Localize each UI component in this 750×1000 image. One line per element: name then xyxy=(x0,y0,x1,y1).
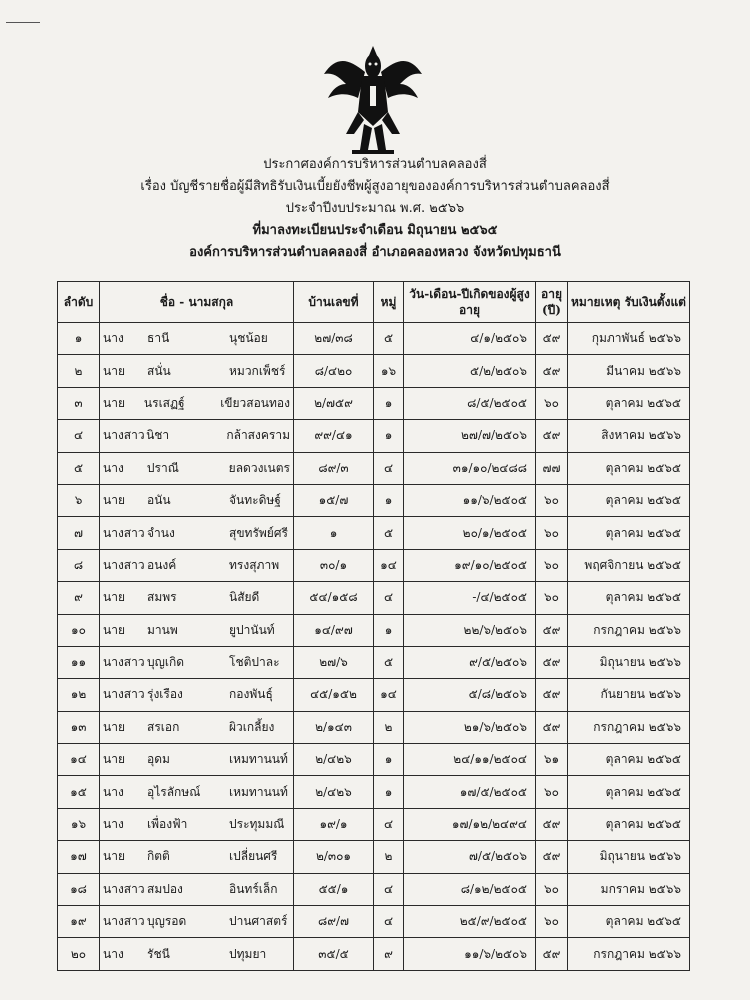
cell-remark: ตุลาคม ๒๕๖๕ xyxy=(568,808,690,840)
cell-name xyxy=(100,484,294,516)
cell-remark: ตุลาคม ๒๕๖๕ xyxy=(568,517,690,549)
last-name: เขียวสอนทอง xyxy=(220,395,290,410)
cell-birth-date: ๘/๕/๒๕๐๕ xyxy=(404,387,536,419)
last-name: ปทุมยา xyxy=(229,946,267,961)
table-row xyxy=(58,808,690,840)
table-row xyxy=(58,323,690,355)
table-row xyxy=(58,582,690,614)
cell-moo: ๕ xyxy=(374,517,404,549)
last-name: เปลี่ยนศรี xyxy=(229,849,278,864)
cell-birth-date: ๑๗/๕/๒๕๐๕ xyxy=(404,776,536,808)
last-name: จันทะดิษฐ์ xyxy=(229,493,281,508)
name-prefix: นางสาว xyxy=(103,557,145,572)
cell-moo: ๑๔ xyxy=(374,549,404,581)
beneficiary-table xyxy=(57,281,690,971)
cell-no: ๔ xyxy=(58,420,100,452)
cell-birth-date: ๘/๑๒/๒๕๐๕ xyxy=(404,873,536,905)
cell-house-number: ๕๕/๑ xyxy=(294,873,374,905)
table-header-row xyxy=(58,282,690,323)
cell-birth-date: ๒๔/๑๑/๒๕๐๔ xyxy=(404,744,536,776)
cell-house-number: ๑๕/๗ xyxy=(294,484,374,516)
document-heading xyxy=(0,154,750,264)
cell-remark: ตุลาคม ๒๕๖๕ xyxy=(568,452,690,484)
cell-birth-date: ๒๕/๙/๒๕๐๕ xyxy=(404,906,536,938)
first-name: สมปอง xyxy=(147,881,183,896)
table-row xyxy=(58,873,690,905)
first-name: นรเสฏฐ์ xyxy=(143,395,185,410)
col-header-age: อายุ (ปี) xyxy=(536,282,568,323)
cell-no: ๑๓ xyxy=(58,711,100,743)
name-prefix: นาง xyxy=(103,331,124,346)
table-row xyxy=(58,484,690,516)
first-name: อนงค์ xyxy=(147,557,177,572)
col-header-no: ลำดับ xyxy=(58,282,100,323)
cell-birth-date: ๒๒/๖/๒๕๐๖ xyxy=(404,614,536,646)
first-name: เพื่องฟ้า xyxy=(147,817,188,832)
cell-house-number: ๒/๗๕๙ xyxy=(294,387,374,419)
cell-name xyxy=(100,906,294,938)
heading-line-4: ที่มาลงทะเบียนประจำเดือน มิถุนายน ๒๕๖๕ xyxy=(252,223,498,238)
table-row xyxy=(58,679,690,711)
last-name: ประทุมมณี xyxy=(229,817,285,832)
cell-house-number: ๙๙/๔๑ xyxy=(294,420,374,452)
cell-age: ๖๐ xyxy=(536,484,568,516)
col-header-moo: หมู่ xyxy=(374,282,404,323)
table-row xyxy=(58,452,690,484)
cell-age: ๖๐ xyxy=(536,517,568,549)
cell-birth-date: -/๔/๒๕๐๕ xyxy=(404,582,536,614)
cell-remark: ตุลาคม ๒๕๖๕ xyxy=(568,582,690,614)
name-prefix: นางสาว xyxy=(103,428,145,443)
cell-moo: ๒ xyxy=(374,711,404,743)
cell-age: ๖๐ xyxy=(536,873,568,905)
cell-house-number: ๓๐/๑ xyxy=(294,549,374,581)
cell-moo: ๑ xyxy=(374,744,404,776)
first-name: รุ่งเรือง xyxy=(147,687,183,702)
cell-birth-date: ๑๗/๑๒/๒๔๙๔ xyxy=(404,808,536,840)
cell-remark: มกราคม ๒๕๖๖ xyxy=(568,873,690,905)
cell-birth-date: ๕/๘/๒๕๐๖ xyxy=(404,679,536,711)
cell-remark: ตุลาคม ๒๕๖๕ xyxy=(568,906,690,938)
name-prefix: นาย xyxy=(103,493,125,508)
cell-no: ๑๗ xyxy=(58,841,100,873)
cell-no: ๖ xyxy=(58,484,100,516)
cell-house-number: ๒๗/๓๘ xyxy=(294,323,374,355)
cell-name xyxy=(100,420,294,452)
cell-name xyxy=(100,387,294,419)
table-row xyxy=(58,938,690,970)
first-name: บุญรอด xyxy=(147,914,187,929)
cell-name xyxy=(100,711,294,743)
cell-name xyxy=(100,873,294,905)
name-prefix: นางสาว xyxy=(103,881,145,896)
cell-no: ๗ xyxy=(58,517,100,549)
first-name: กิตติ xyxy=(147,849,170,864)
last-name: กล้าสงคราม xyxy=(226,428,290,443)
cell-no: ๑๑ xyxy=(58,646,100,678)
last-name: เหมทานนท์ xyxy=(229,784,288,799)
col-header-name: ชื่อ - นามสกุล xyxy=(100,282,294,323)
cell-no: ๕ xyxy=(58,452,100,484)
first-name: อุไรลักษณ์ xyxy=(147,784,201,799)
table-row xyxy=(58,744,690,776)
cell-moo: ๔ xyxy=(374,808,404,840)
first-name: มานพ xyxy=(147,622,178,637)
name-prefix: นาย xyxy=(103,622,125,637)
cell-name xyxy=(100,808,294,840)
heading-line-5: องค์การบริหารส่วนตำบลคลองสี่ อำเภอคลองหลวง จังหวัดปทุมธานี xyxy=(189,245,561,260)
cell-birth-date: ๒๗/๗/๒๕๐๖ xyxy=(404,420,536,452)
cell-birth-date: ๑๙/๑๐/๒๕๐๕ xyxy=(404,549,536,581)
cell-birth-date: ๒๑/๖/๒๕๐๖ xyxy=(404,711,536,743)
cell-name xyxy=(100,776,294,808)
table-row xyxy=(58,776,690,808)
table-row xyxy=(58,711,690,743)
cell-name xyxy=(100,614,294,646)
cell-remark: มิถุนายน ๒๕๖๖ xyxy=(568,841,690,873)
first-name: สรเอก xyxy=(147,719,180,734)
name-prefix: นาย xyxy=(103,752,125,767)
cell-no: ๒๐ xyxy=(58,938,100,970)
last-name: ยลดวงเนตร xyxy=(228,460,290,475)
cell-birth-date: ๑๑/๖/๒๕๐๖ xyxy=(404,938,536,970)
table-row xyxy=(58,906,690,938)
cell-remark: มีนาคม ๒๕๖๖ xyxy=(568,355,690,387)
cell-remark: ตุลาคม ๒๕๖๕ xyxy=(568,744,690,776)
table-row xyxy=(58,355,690,387)
cell-moo: ๑ xyxy=(374,614,404,646)
cell-house-number: ๒๗/๖ xyxy=(294,646,374,678)
cell-no: ๑๒ xyxy=(58,679,100,711)
cell-house-number: ๒/๑๔๓ xyxy=(294,711,374,743)
table-row xyxy=(58,387,690,419)
cell-house-number: ๓๕/๕ xyxy=(294,938,374,970)
cell-house-number: ๘๙/๗ xyxy=(294,906,374,938)
cell-house-number: ๕๔/๑๕๘ xyxy=(294,582,374,614)
cell-no: ๑๕ xyxy=(58,776,100,808)
cell-birth-date: ๕/๒/๒๕๐๖ xyxy=(404,355,536,387)
table-row xyxy=(58,549,690,581)
cell-moo: ๑ xyxy=(374,387,404,419)
last-name: ทรงสุภาพ xyxy=(229,557,280,572)
cell-age: ๕๙ xyxy=(536,420,568,452)
cell-age: ๖๐ xyxy=(536,582,568,614)
cell-house-number: ๑๔/๙๗ xyxy=(294,614,374,646)
cell-moo: ๑๖ xyxy=(374,355,404,387)
cell-no: ๑๔ xyxy=(58,744,100,776)
name-prefix: นางสาว xyxy=(103,655,145,670)
cell-no: ๓ xyxy=(58,387,100,419)
cell-house-number: ๒/๓๐๑ xyxy=(294,841,374,873)
cell-age: ๖๑ xyxy=(536,744,568,776)
last-name: หมวกเพ็ชร์ xyxy=(229,363,286,378)
cell-no: ๑๘ xyxy=(58,873,100,905)
table-body xyxy=(58,323,690,971)
cell-no: ๒ xyxy=(58,355,100,387)
page-mark xyxy=(6,22,40,23)
cell-house-number: ๑๙/๑ xyxy=(294,808,374,840)
cell-remark: กันยายน ๒๕๖๖ xyxy=(568,679,690,711)
name-prefix: นาย xyxy=(103,363,125,378)
cell-age: ๕๙ xyxy=(536,679,568,711)
cell-name xyxy=(100,646,294,678)
cell-house-number: ๘/๔๒๐ xyxy=(294,355,374,387)
first-name: อนัน xyxy=(147,493,171,508)
first-name: อุดม xyxy=(147,752,170,767)
table-row xyxy=(58,646,690,678)
cell-birth-date: ๒๐/๑/๒๕๐๕ xyxy=(404,517,536,549)
last-name: อินทร์เล็ก xyxy=(229,881,278,896)
cell-age: ๗๗ xyxy=(536,452,568,484)
cell-age: ๕๙ xyxy=(536,711,568,743)
name-prefix: นางสาว xyxy=(103,914,145,929)
cell-remark: ตุลาคม ๒๕๖๕ xyxy=(568,776,690,808)
cell-no: ๑๖ xyxy=(58,808,100,840)
name-prefix: นาง xyxy=(103,817,124,832)
cell-name xyxy=(100,582,294,614)
cell-birth-date: ๙/๕/๒๕๐๖ xyxy=(404,646,536,678)
last-name: นุชน้อย xyxy=(229,331,268,346)
cell-no: ๑๙ xyxy=(58,906,100,938)
name-prefix: นาง xyxy=(103,460,124,475)
cell-age: ๕๙ xyxy=(536,938,568,970)
table-row xyxy=(58,517,690,549)
col-header-remark: หมายเหตุ รับเงินตั้งแต่ xyxy=(568,282,690,323)
last-name: ผิวเกลี้ยง xyxy=(229,719,275,734)
last-name: สุขทรัพย์ศรี xyxy=(229,525,288,540)
name-prefix: นาย xyxy=(103,849,125,864)
cell-remark: กรกฎาคม ๒๕๖๖ xyxy=(568,614,690,646)
cell-no: ๑๐ xyxy=(58,614,100,646)
cell-house-number: ๒/๔๒๖ xyxy=(294,776,374,808)
cell-moo: ๔ xyxy=(374,906,404,938)
cell-no: ๑ xyxy=(58,323,100,355)
cell-age: ๕๙ xyxy=(536,323,568,355)
name-prefix: นางสาว xyxy=(103,687,145,702)
cell-remark: พฤศจิกายน ๒๕๖๕ xyxy=(568,549,690,581)
cell-name xyxy=(100,323,294,355)
first-name: นิชา xyxy=(146,428,170,443)
cell-name xyxy=(100,452,294,484)
cell-age: ๕๙ xyxy=(536,614,568,646)
cell-remark: กุมภาพันธ์ ๒๕๖๖ xyxy=(568,323,690,355)
table-row xyxy=(58,841,690,873)
cell-remark: กรกฎาคม ๒๕๖๖ xyxy=(568,711,690,743)
last-name: เหมทานนท์ xyxy=(229,752,288,767)
cell-age: ๕๙ xyxy=(536,646,568,678)
cell-house-number: ๔๕/๑๕๒ xyxy=(294,679,374,711)
first-name: รัชนี xyxy=(147,946,170,961)
cell-age: ๖๐ xyxy=(536,549,568,581)
last-name: โชติปาละ xyxy=(229,655,280,670)
last-name: ยูปานันท์ xyxy=(229,622,275,637)
col-header-dob: วัน-เดือน-ปีเกิดของผู้สูงอายุ xyxy=(404,282,536,323)
first-name: ปราณี xyxy=(146,460,179,475)
cell-age: ๕๙ xyxy=(536,808,568,840)
cell-moo: ๕ xyxy=(374,323,404,355)
cell-name xyxy=(100,938,294,970)
cell-moo: ๔ xyxy=(374,582,404,614)
last-name: กองพันธุ์ xyxy=(229,687,273,702)
cell-name xyxy=(100,841,294,873)
first-name: ธานี xyxy=(147,331,170,346)
last-name: นิสัยดี xyxy=(229,590,260,605)
cell-moo: ๑๔ xyxy=(374,679,404,711)
cell-no: ๙ xyxy=(58,582,100,614)
cell-age: ๕๙ xyxy=(536,841,568,873)
garuda-emblem xyxy=(318,38,428,158)
name-prefix: นางสาว xyxy=(103,525,145,540)
cell-remark: สิงหาคม ๒๕๖๖ xyxy=(568,420,690,452)
name-prefix: นาง xyxy=(103,784,124,799)
cell-house-number: ๘๙/๓ xyxy=(294,452,374,484)
first-name: บุญเกิด xyxy=(147,655,185,670)
cell-name xyxy=(100,744,294,776)
cell-name xyxy=(100,517,294,549)
cell-name xyxy=(100,679,294,711)
cell-birth-date: ๔/๑/๒๕๐๖ xyxy=(404,323,536,355)
col-header-house: บ้านเลขที่ xyxy=(294,282,374,323)
name-prefix: นาย xyxy=(103,719,125,734)
cell-age: ๖๐ xyxy=(536,906,568,938)
first-name: สนั่น xyxy=(147,363,171,378)
cell-moo: ๒ xyxy=(374,841,404,873)
heading-line-2: เรื่อง บัญชีรายชื่อผู้มีสิทธิรับเงินเบี้ยยังชีพผู้สูงอายุขององค์การบริหารส่วนตำบลคลองสี่ xyxy=(140,179,610,194)
cell-birth-date: ๓๑/๑๐/๒๔๘๘ xyxy=(404,452,536,484)
cell-moo: ๔ xyxy=(374,873,404,905)
first-name: จำนง xyxy=(147,525,175,540)
last-name: ปานศาสตร์ xyxy=(229,914,288,929)
cell-moo: ๙ xyxy=(374,938,404,970)
cell-age: ๖๐ xyxy=(536,387,568,419)
cell-age: ๖๐ xyxy=(536,776,568,808)
heading-line-3: ประจำปีงบประมาณ พ.ศ. ๒๕๖๖ xyxy=(285,201,465,216)
cell-age: ๕๙ xyxy=(536,355,568,387)
cell-moo: ๔ xyxy=(374,452,404,484)
first-name: สมพร xyxy=(147,590,177,605)
name-prefix: นาง xyxy=(103,946,124,961)
cell-name xyxy=(100,549,294,581)
cell-moo: ๕ xyxy=(374,646,404,678)
cell-moo: ๑ xyxy=(374,484,404,516)
name-prefix: นาย xyxy=(103,590,125,605)
table-row xyxy=(58,420,690,452)
table-row xyxy=(58,614,690,646)
cell-no: ๘ xyxy=(58,549,100,581)
cell-moo: ๑ xyxy=(374,420,404,452)
cell-birth-date: ๑๑/๖/๒๕๐๕ xyxy=(404,484,536,516)
cell-house-number: ๒/๔๒๖ xyxy=(294,744,374,776)
cell-remark: กรกฎาคม ๒๕๖๖ xyxy=(568,938,690,970)
cell-remark: มิถุนายน ๒๕๖๖ xyxy=(568,646,690,678)
cell-birth-date: ๗/๕/๒๕๐๖ xyxy=(404,841,536,873)
cell-remark: ตุลาคม ๒๕๖๕ xyxy=(568,387,690,419)
cell-remark: ตุลาคม ๒๕๖๕ xyxy=(568,484,690,516)
name-prefix: นาย xyxy=(103,395,125,410)
cell-name xyxy=(100,355,294,387)
cell-moo: ๑ xyxy=(374,776,404,808)
cell-house-number: ๑ xyxy=(294,517,374,549)
heading-line-1: ประกาศองค์การบริหารส่วนตำบลคลองสี่ xyxy=(263,157,487,172)
